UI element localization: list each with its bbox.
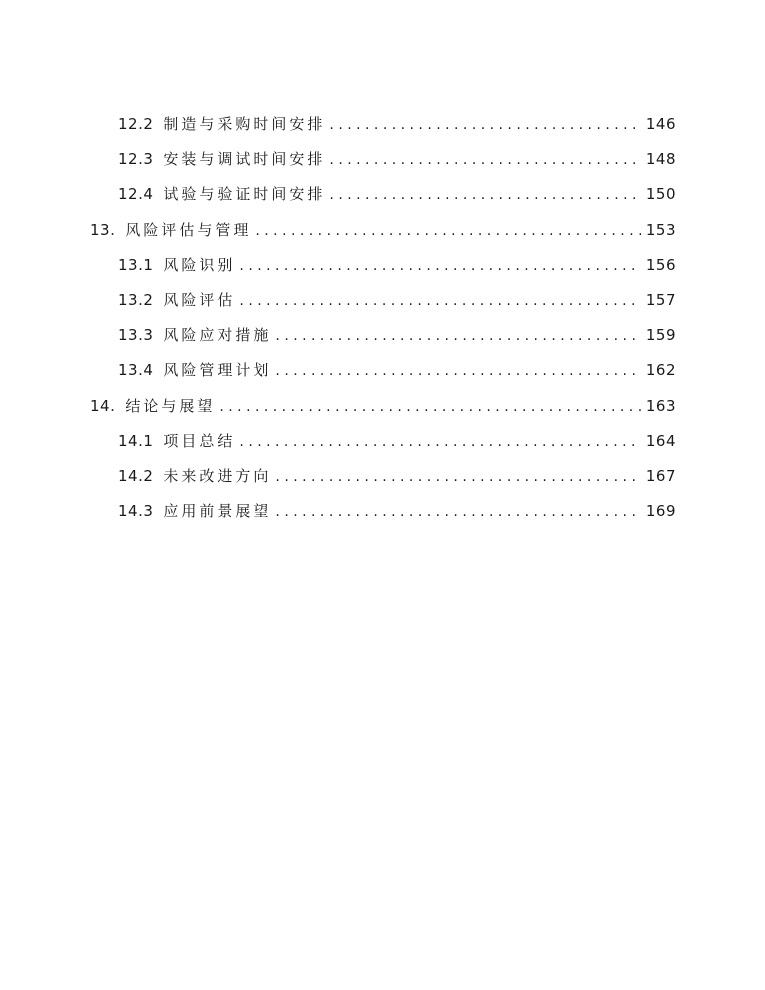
toc-entry-13-3[interactable] [90,323,676,358]
toc-entry-14-3[interactable] [90,499,676,534]
toc-entry-page: 169 [645,502,676,521]
toc-entry-title: 制造与采购时间安排 [163,115,326,133]
toc-entry-title: 试验与验证时间安排 [163,185,326,204]
table-of-contents [90,112,676,534]
toc-dot-leader [329,113,635,137]
toc-entry-number: 14.2 [118,466,154,485]
toc-entry-14-2[interactable] [90,464,676,499]
toc-entry-title: 项目总结 [163,431,236,450]
toc-dot-leader [239,430,635,454]
toc-entry-page: 164 [645,431,676,450]
toc-entry-page: 163 [645,396,676,415]
toc-entry-number: 14.1 [118,431,154,450]
toc-dot-leader [239,289,635,313]
toc-entry-title: 安装与调试时间安排 [163,150,326,169]
toc-entry-12-2[interactable] [90,112,676,147]
toc-dot-leader [275,359,635,383]
toc-entry-12-4[interactable] [90,182,676,217]
toc-entry-12-3[interactable] [90,147,676,182]
toc-entry-13-4[interactable] [90,358,676,393]
toc-entry-page: 148 [645,150,676,169]
toc-dot-leader [275,465,635,489]
toc-entry-14-1[interactable] [90,429,676,464]
toc-dot-leader [275,500,635,524]
toc-dot-leader [255,219,645,243]
toc-entry-page: 157 [645,290,676,309]
toc-entry-title: 风险评估 [163,290,236,309]
toc-entry-number: 13.3 [118,326,154,345]
toc-entry-page: 146 [645,115,676,133]
toc-entry-number: 12.4 [118,185,154,204]
toc-entry-page: 162 [645,361,676,380]
toc-entry-title: 风险应对措施 [163,326,272,345]
toc-entry-14[interactable] [90,394,676,429]
toc-entry-number: 13.2 [118,290,154,309]
toc-entry-13-2[interactable] [90,288,676,323]
toc-entry-title: 结论与展望 [125,396,216,415]
toc-entry-13[interactable] [90,218,676,253]
toc-entry-title: 风险管理计划 [163,361,272,380]
toc-entry-page: 150 [645,185,676,204]
toc-dot-leader [329,148,635,172]
toc-entry-number: 14.3 [118,502,154,521]
toc-entry-number: 12.3 [118,150,154,169]
toc-dot-leader [239,254,635,278]
toc-entry-page: 153 [645,220,676,239]
toc-entry-number: 13.1 [118,255,154,274]
toc-dot-leader [329,183,635,207]
toc-dot-leader [219,395,645,419]
toc-entry-title: 风险识别 [163,255,236,274]
toc-entry-page: 167 [645,466,676,485]
toc-entry-number: 13.4 [118,361,154,380]
toc-entry-number: 14. [90,396,116,415]
toc-entry-number: 12.2 [118,115,154,133]
toc-entry-title: 未来改进方向 [163,466,272,485]
toc-entry-title: 应用前景展望 [163,502,272,521]
toc-entry-page: 159 [645,326,676,345]
toc-dot-leader [275,324,635,348]
toc-entry-page: 156 [645,255,676,274]
toc-entry-title: 风险评估与管理 [125,220,252,239]
toc-entry-13-1[interactable] [90,253,676,288]
toc-entry-number: 13. [90,220,116,239]
